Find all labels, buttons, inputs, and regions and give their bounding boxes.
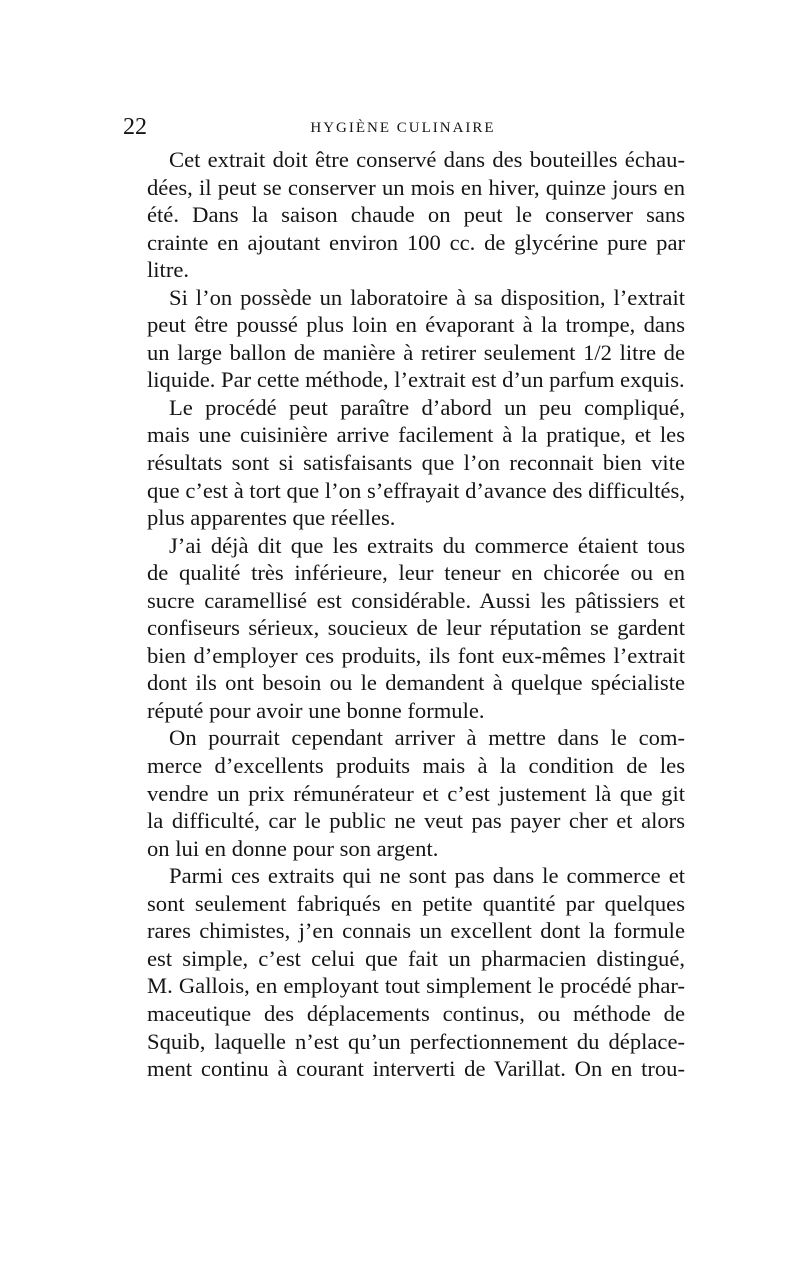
paragraph-3 — [123, 394, 685, 532]
paragraph-1 — [123, 146, 685, 284]
text-line: Si l’on possède un laboratoire à sa disposition, l’extrait — [169, 284, 685, 310]
paragraph-2 — [123, 284, 685, 394]
text-line: Parmi ces extraits qui ne sont pas dans le commerce et — [169, 863, 685, 889]
text-line: mais une cuisinière arrive facilement à la pratique, et les — [147, 422, 685, 448]
text-line: on lui en donne pour son argent. — [147, 835, 439, 861]
running-head — [123, 112, 683, 142]
paragraph-4 — [123, 532, 685, 725]
text-line: est simple, c’est celui que fait un pharmacien distingué, — [147, 945, 685, 971]
running-title: HYGIÈNE CULINAIRE — [310, 120, 496, 136]
text-line: de qualité très inférieure, leur teneur en chicorée ou en — [147, 560, 685, 586]
text-line: ment continu à courant interverti de Varillat. On en trou- — [147, 1056, 685, 1082]
paragraph-6 — [123, 862, 685, 1082]
text-line: confiseurs sérieux, soucieux de leur réputation se gardent — [147, 615, 685, 641]
text-line: M. Gallois, en employant tout simplement le procédé phar- — [147, 973, 685, 999]
text-line: rares chimistes, j’en connais un excellent dont la formule — [147, 918, 685, 944]
text-line: merce d’excellents produits mais à la condition de les — [147, 753, 685, 779]
text-line: bien d’employer ces produits, ils font eux-mêmes l’extrait — [147, 642, 685, 668]
text-line: J’ai déjà dit que les extraits du commerce étaient tous — [169, 532, 685, 558]
text-line: sucre caramellisé est considérable. Aussi les pâtissiers et — [147, 587, 685, 613]
body-text — [123, 146, 685, 1083]
text-line: litre. — [147, 257, 190, 283]
text-line: plus apparentes que réelles. — [147, 505, 396, 531]
text-line: un large ballon de manière à retirer seulement 1/2 litre de — [147, 339, 685, 365]
text-line: résultats sont si satisfaisants que l’on reconnait bien vite — [147, 450, 685, 476]
text-line: dont ils ont besoin ou le demandent à quelque spécialiste — [147, 670, 685, 696]
text-line: dées, il peut se conserver un mois en hiver, quinze jours en — [147, 174, 685, 200]
page-number: 22 — [123, 114, 147, 140]
paragraph-5 — [123, 724, 685, 862]
text-line: été. Dans la saison chaude on peut le conserver sans — [147, 202, 685, 228]
text-line: peut être poussé plus loin en évaporant à la trompe, dans — [147, 312, 685, 338]
text-line: Squib, laquelle n’est qu’un perfectionnement du déplace- — [147, 1028, 685, 1054]
text-line: que c’est à tort que l’on s’effrayait d’avance des difficultés, — [147, 477, 685, 503]
text-line: sont seulement fabriqués en petite quantité par quelques — [147, 890, 685, 916]
text-line: la difficulté, car le public ne veut pas payer cher et alors — [147, 808, 685, 834]
text-line: réputé pour avoir une bonne formule. — [147, 697, 485, 723]
text-line: Le procédé peut paraître d’abord un peu compliqué, — [169, 394, 685, 420]
text-line: vendre un prix rémunérateur et c’est justement là que git — [147, 780, 685, 806]
text-line: maceutique des déplacements continus, ou méthode de — [147, 1000, 685, 1026]
text-line: Cet extrait doit être conservé dans des bouteilles échau- — [169, 147, 685, 172]
text-line: crainte en ajoutant environ 100 cc. de glycérine pure par — [147, 229, 685, 255]
text-line: liquide. Par cette méthode, l’extrait est d’un parfum exquis. — [147, 367, 685, 393]
text-line: On pourrait cependant arriver à mettre dans le com- — [169, 725, 685, 751]
